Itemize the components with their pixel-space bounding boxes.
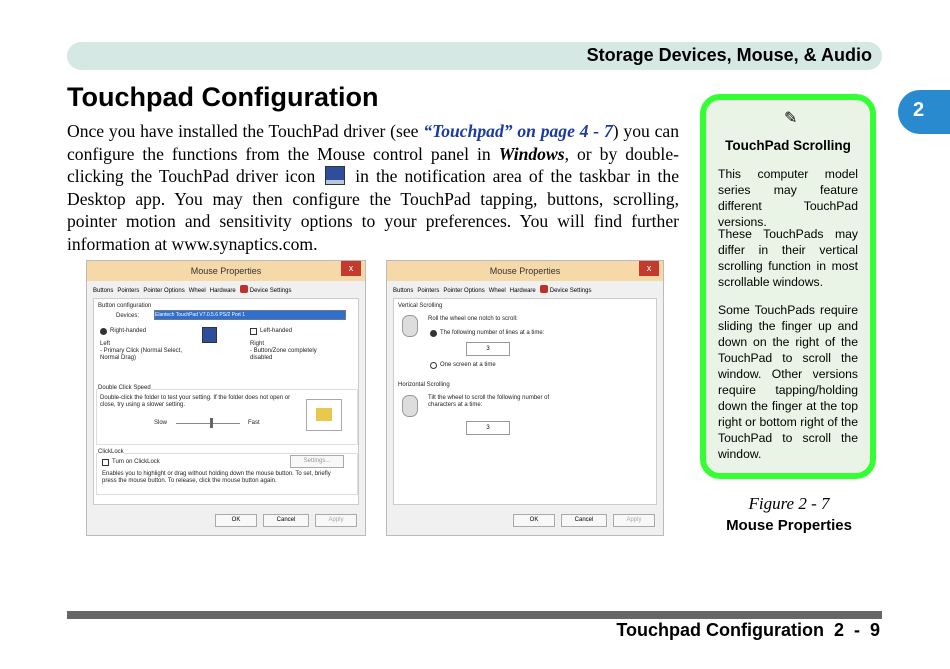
body-paragraph (67, 120, 679, 255)
lines-radio[interactable] (430, 330, 437, 337)
mouse-properties-wheel-screenshot (386, 260, 664, 536)
devices-select[interactable]: Elantech TouchPad V7.0.5.6 PS/2 Port 1 (154, 310, 346, 320)
figure-number: Figure 2 - 7 (748, 494, 830, 513)
ok-button[interactable]: OK (215, 514, 257, 527)
right-handed-radio[interactable] (100, 328, 107, 335)
apply-button[interactable]: Apply (613, 514, 655, 527)
dialog-title: Mouse Properties (190, 266, 262, 276)
touchpad-driver-icon (325, 166, 345, 185)
body-text-4: in the notification area of the taskbar in the Desktop app. You may then configure the TouchPad tapping, buttons, scrolling, pointer motion and sensitivity options to your preferences. You will find further information at www.synaptics.com. (67, 166, 680, 254)
tilt-wheel-text: Tilt the wheel to scroll the following number of characters at a time: (428, 395, 550, 408)
chapter-number: 2 (913, 99, 925, 121)
tab-pointer-options[interactable]: Pointer Options (443, 288, 485, 294)
cancel-button[interactable]: Cancel (561, 514, 607, 527)
tab-pointers[interactable]: Pointers (117, 288, 140, 294)
tip-paragraph-2: These TouchPads may differ in their vertical scrolling function in most scrollable windows. (718, 227, 858, 289)
dialog-titlebar (387, 261, 663, 281)
figure-title: Mouse Properties (726, 517, 852, 534)
device-settings-icon (240, 285, 248, 293)
screen-option-label: One screen at a time (440, 362, 496, 368)
tip-paragraph-1: This computer model series may feature different TouchPad versions. (718, 167, 858, 229)
horizontal-wheel-icon (402, 395, 418, 417)
tab-hardware[interactable]: Hardware (209, 288, 236, 294)
button-config-label: Button configuration (98, 303, 152, 309)
tab-device-settings[interactable]: Device Settings (249, 288, 292, 294)
screen-radio[interactable] (430, 362, 437, 369)
touchpad-link[interactable]: “Touchpad” on page 4 - 7 (423, 121, 613, 141)
double-click-title: Double Click Speed (98, 385, 151, 391)
tab-pointer-options[interactable]: Pointer Options (143, 288, 185, 294)
test-folder-icon[interactable] (306, 399, 342, 431)
tab-pointers[interactable]: Pointers (417, 288, 440, 294)
section-title: Touchpad Configuration (67, 82, 379, 112)
slow-label: Slow (154, 420, 168, 426)
vertical-wheel-icon (402, 315, 418, 337)
tab-wheel[interactable]: Wheel (188, 288, 206, 294)
clicklock-label: Turn on ClickLock (112, 459, 160, 465)
close-icon[interactable]: x (341, 261, 361, 276)
windows-text: Windows (498, 143, 565, 164)
pencil-icon: ✎ (784, 110, 798, 127)
devices-label: Devices: (116, 313, 140, 319)
clicklock-title: ClickLock (98, 449, 124, 455)
left-button-description: Left - Primary Click (Normal Select, Normal Drag) (100, 341, 183, 361)
tab-wheel[interactable]: Wheel (488, 288, 506, 294)
tip-box (700, 94, 876, 479)
vertical-scrolling-title: Vertical Scrolling (398, 303, 443, 309)
tab-hardware[interactable]: Hardware (509, 288, 536, 294)
figure-caption (700, 494, 878, 534)
dialog-titlebar (87, 261, 365, 281)
clicklock-checkbox[interactable] (102, 459, 109, 466)
footer-rule (67, 611, 882, 619)
tip-title: TouchPad Scrolling (725, 138, 851, 153)
lines-option-label: The following number of lines at a time: (440, 330, 545, 336)
dialog-title: Mouse Properties (489, 266, 561, 276)
chars-spinner[interactable]: 3 (466, 421, 510, 435)
tab-pane (93, 298, 359, 505)
double-click-description: Double-click the folder to test your setting. If the folder does not open or close, try using a slower setting. (100, 395, 291, 408)
double-click-slider[interactable] (176, 423, 240, 424)
lines-spinner[interactable]: 3 (466, 342, 510, 356)
fast-label: Fast (248, 420, 260, 426)
close-icon[interactable]: x (639, 261, 659, 276)
tab-buttons[interactable]: Buttons (93, 288, 114, 294)
roll-wheel-text: Roll the wheel one notch to scroll: (428, 316, 518, 322)
mouse-properties-buttons-screenshot (86, 260, 366, 536)
left-handed-label: Left-handed (260, 328, 293, 334)
body-text-3: , or by double-clicking the TouchPad driver icon (67, 143, 679, 186)
dialog-tabs (387, 281, 663, 294)
tab-device-settings[interactable]: Device Settings (549, 288, 592, 294)
dialog-tabs (87, 281, 365, 294)
apply-button[interactable]: Apply (315, 514, 357, 527)
horizontal-scrolling-title: Horizontal Scrolling (398, 382, 450, 388)
device-settings-icon (540, 285, 548, 293)
tab-buttons[interactable]: Buttons (393, 288, 414, 294)
clicklock-description: Enables you to highlight or drag without holding down the mouse button. To set, briefly press the mouse button. To release, click the mouse button again. (102, 471, 331, 484)
tip-paragraph-3: Some TouchPads require sliding the finger up and down on the right of the TouchPad to scroll the window. Other versions require tapping/holding down the finger at the top right or bottom right of the TouchPad to scroll the window. (718, 303, 858, 461)
left-handed-checkbox[interactable] (250, 328, 257, 335)
clicklock-settings-button[interactable]: Settings... (290, 455, 344, 468)
footer-text: Touchpad Configuration 2 - 9 (616, 620, 880, 640)
right-button-description: Right - Button/Zone completely disabled (250, 341, 317, 361)
touchpad-icon (202, 327, 217, 343)
body-text-2: ) you can configure the functions from the Mouse control panel in (67, 121, 679, 164)
header-title: Storage Devices, Mouse, & Audio (586, 45, 872, 65)
cancel-button[interactable]: Cancel (263, 514, 309, 527)
body-text-1: Once you have installed the TouchPad driver (see (67, 121, 424, 141)
tab-pane (393, 298, 657, 505)
slider-knob[interactable] (210, 418, 213, 428)
ok-button[interactable]: OK (513, 514, 555, 527)
right-handed-label: Right-handed (110, 328, 147, 334)
